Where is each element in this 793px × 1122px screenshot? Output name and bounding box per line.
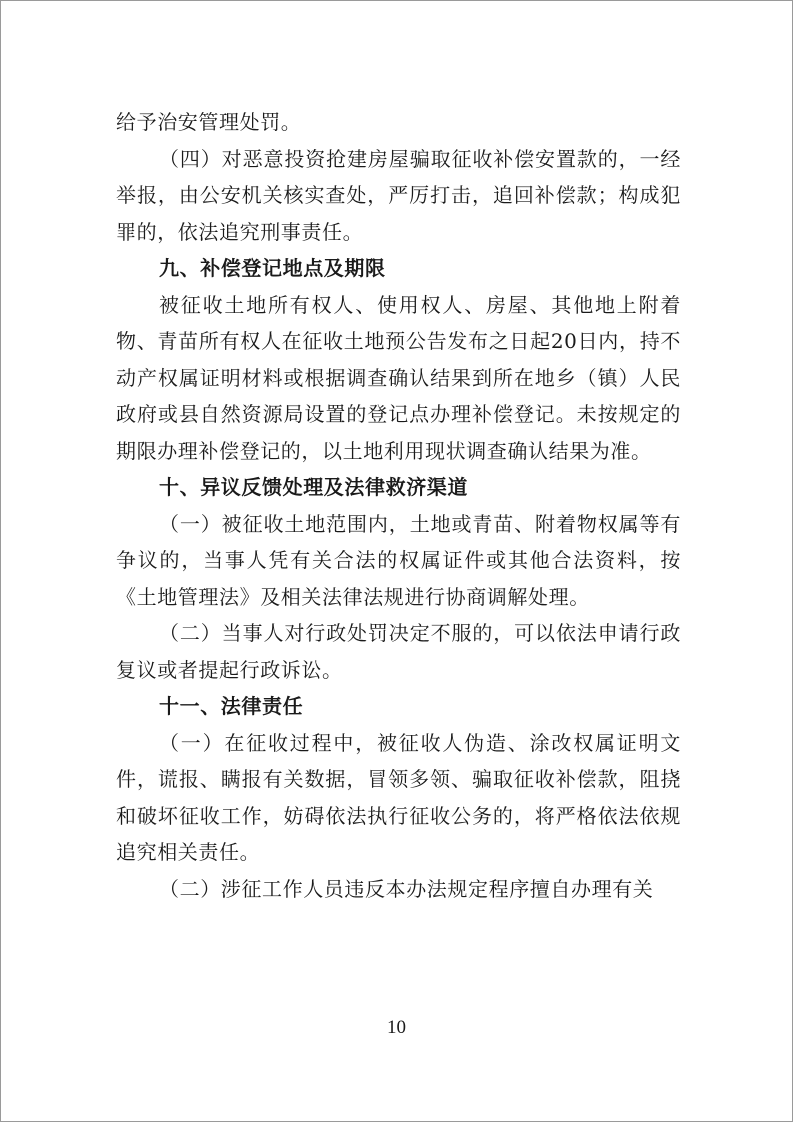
paragraph-item-4: （四）对恶意投资抢建房屋骗取征收补偿安置款的，一经举报，由公安机关核实查处，严厉打击，追回补偿款；构成犯罪的，依法追究刑事责任。: [116, 146, 681, 244]
section-heading-10: 十、异议反馈处理及法律救济渠道: [159, 475, 468, 499]
paragraph-liability-2: （二）涉征工作人员违反本办法规定程序擅自办理有关: [159, 876, 654, 901]
section-heading-9: 九、补偿登记地点及期限: [159, 256, 386, 280]
paragraph-liability-1: （一）在征收过程中，被征收人伪造、涂改权属证明文件，谎报、瞒报有关数据，冒领多领、骗取征收补偿款，阻挠和破坏征收工作，妨碍依法执行征收公务的，将严格依法依规追究相关责任。: [116, 730, 681, 864]
section-heading-11: 十一、法律责任: [159, 694, 304, 718]
paragraph-registration: 被征收土地所有权人、使用权人、房屋、其他地上附着物、青苗所有权人在征收土地预公告发布之日起20日内，持不动产权属证明材料或根据调查确认结果到所在地乡（镇）人民政府或县自然资源局设置的登记点办理补偿登记。未按规定的期限办理补偿登记的，以土地利用现状调查确认结果为准。: [116, 292, 681, 463]
document-body: [116, 104, 681, 907]
paragraph-objection-2: （二）当事人对行政处罚决定不服的，可以依法申请行政复议或者提起行政诉讼。: [116, 621, 681, 682]
paragraph-continuation: 给予治安管理处罚。: [116, 110, 302, 134]
paragraph-objection-1: （一）被征收土地范围内，土地或青苗、附着物权属等有争议的，当事人凭有关合法的权属证件或其他合法资料，按《土地管理法》及相关法律法规进行协商调解处理。: [116, 511, 681, 609]
page-number: 10: [387, 1017, 406, 1038]
